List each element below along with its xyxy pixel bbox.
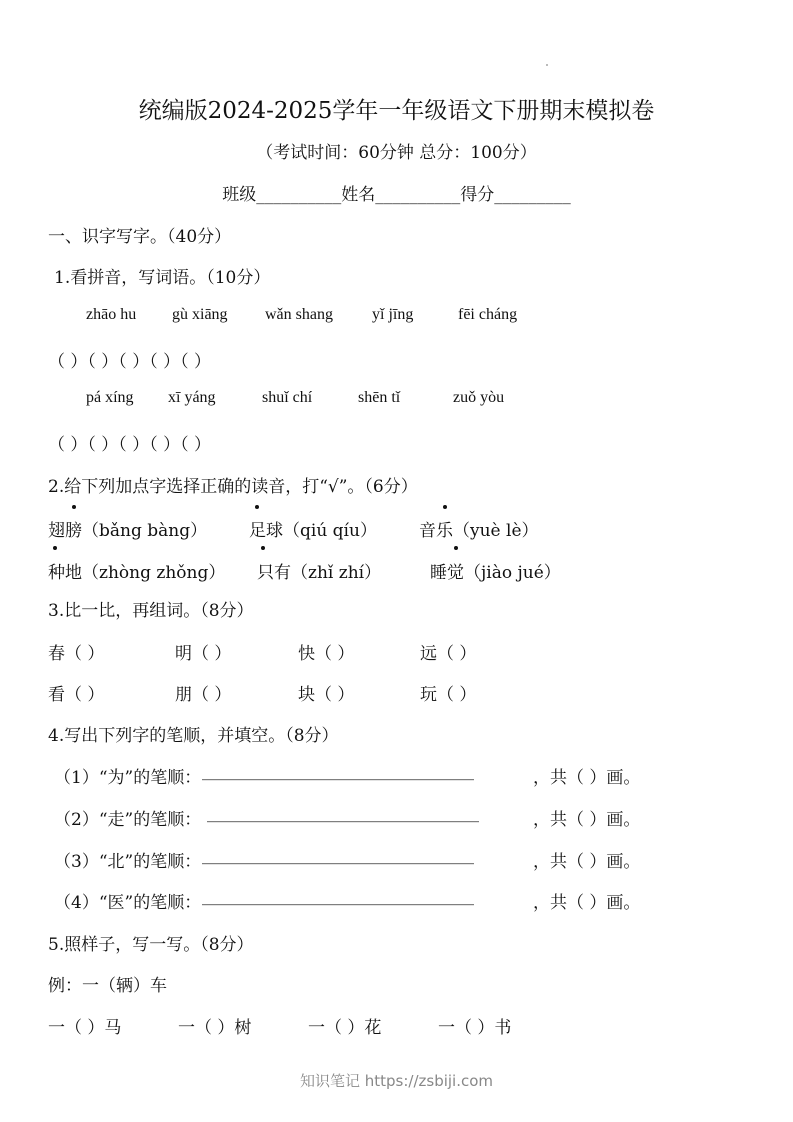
section-heading: 一、识字写字。（40分）	[48, 227, 232, 247]
page-speck	[546, 64, 548, 66]
pinyin-item: xī yáng	[168, 389, 216, 406]
pinyin-item: zhāo hu	[86, 306, 137, 323]
pinyin-item: fēi cháng	[458, 306, 518, 323]
pinyin-item: pá xíng	[86, 389, 134, 406]
measure-word-item[interactable]: 一（ ）马	[48, 1018, 122, 1038]
emphasis-dot	[53, 546, 57, 550]
emphasis-dot	[443, 505, 447, 509]
pinyin-item: shēn tǐ	[358, 389, 401, 406]
pinyin-item: zuǒ yòu	[453, 389, 505, 406]
pinyin-item: wǎn shang	[265, 306, 333, 323]
reading-choice-item[interactable]: 只有（zhǐ zhí）	[257, 563, 382, 583]
measure-word-item[interactable]: 一（ ）树	[178, 1018, 252, 1038]
answer-blanks-row[interactable]: （ ）（ ）（ ）（ ）（ ）	[48, 352, 212, 372]
pinyin-item: gù xiāng	[172, 306, 228, 323]
stroke-order-label: （4）“医”的笔顺：	[54, 893, 202, 913]
stroke-count-blank[interactable]: ，共（ ）画。	[533, 768, 641, 788]
reading-choice-item[interactable]: 种地（zhòng zhǒng）	[48, 563, 226, 583]
emphasis-dot	[72, 505, 76, 509]
word-group-item[interactable]: 朋（ ）	[175, 685, 232, 705]
word-group-item[interactable]: 明（ ）	[175, 644, 232, 664]
stroke-order-line[interactable]: ________________________________	[202, 845, 474, 865]
measure-word-item[interactable]: 一（ ）花	[308, 1018, 382, 1038]
emphasis-dot	[255, 505, 259, 509]
word-group-item[interactable]: 远（ ）	[420, 644, 477, 664]
exam-subtitle: （考试时间：60分钟 总分：100分）	[256, 143, 537, 163]
reading-choice-item[interactable]: 足球（qiú qíu）	[249, 521, 377, 541]
question-5-heading: 5.照样子，写一写。（8分）	[48, 935, 254, 955]
reading-choice-item[interactable]: 翅膀（bǎng bàng）	[48, 521, 208, 541]
question-2-heading: 2.给下列加点字选择正确的读音，打“√”。（6分）	[48, 477, 418, 497]
question-3-heading: 3.比一比，再组词。（8分）	[48, 601, 254, 621]
student-info-line: 班级__________姓名__________得分_________	[222, 185, 571, 205]
stroke-order-label: （1）“为”的笔顺：	[54, 768, 202, 788]
measure-word-item[interactable]: 一（ ）书	[438, 1018, 512, 1038]
pinyin-item: shuǐ chí	[262, 389, 313, 406]
emphasis-dot	[261, 546, 265, 550]
word-group-item[interactable]: 春（ ）	[48, 644, 105, 664]
pinyin-item: yǐ jīng	[372, 306, 414, 323]
footer-watermark: 知识笔记 https://zsbiji.com	[299, 1072, 494, 1090]
reading-choice-item[interactable]: 音乐（yuè lè）	[419, 521, 539, 541]
word-group-item[interactable]: 快（ ）	[298, 644, 355, 664]
reading-choice-item[interactable]: 睡觉（jiào jué）	[430, 563, 561, 583]
stroke-order-line[interactable]: ________________________________	[202, 761, 474, 781]
stroke-order-label: （3）“北”的笔顺：	[54, 852, 202, 872]
emphasis-dot	[454, 546, 458, 550]
question-1-heading: 1.看拼音，写词语。（10分）	[54, 268, 271, 288]
stroke-count-blank[interactable]: ，共（ ）画。	[533, 893, 641, 913]
page-title: 统编版2024-2025学年一年级语文下册期末模拟卷	[138, 98, 655, 124]
word-group-item[interactable]: 玩（ ）	[420, 685, 477, 705]
stroke-order-label: （2）“走”的笔顺：	[54, 810, 202, 830]
stroke-order-line[interactable]: ________________________________	[202, 886, 474, 906]
stroke-count-blank[interactable]: ，共（ ）画。	[533, 810, 641, 830]
answer-blanks-row[interactable]: （ ）（ ）（ ）（ ）（ ）	[48, 435, 212, 455]
stroke-count-blank[interactable]: ，共（ ）画。	[533, 852, 641, 872]
example-line: 例：一（辆）车	[48, 976, 167, 996]
question-4-heading: 4.写出下列字的笔顺，并填空。（8分）	[48, 726, 339, 746]
word-group-item[interactable]: 看（ ）	[48, 685, 105, 705]
word-group-item[interactable]: 块（ ）	[298, 685, 355, 705]
stroke-order-line[interactable]: ________________________________	[207, 803, 479, 823]
